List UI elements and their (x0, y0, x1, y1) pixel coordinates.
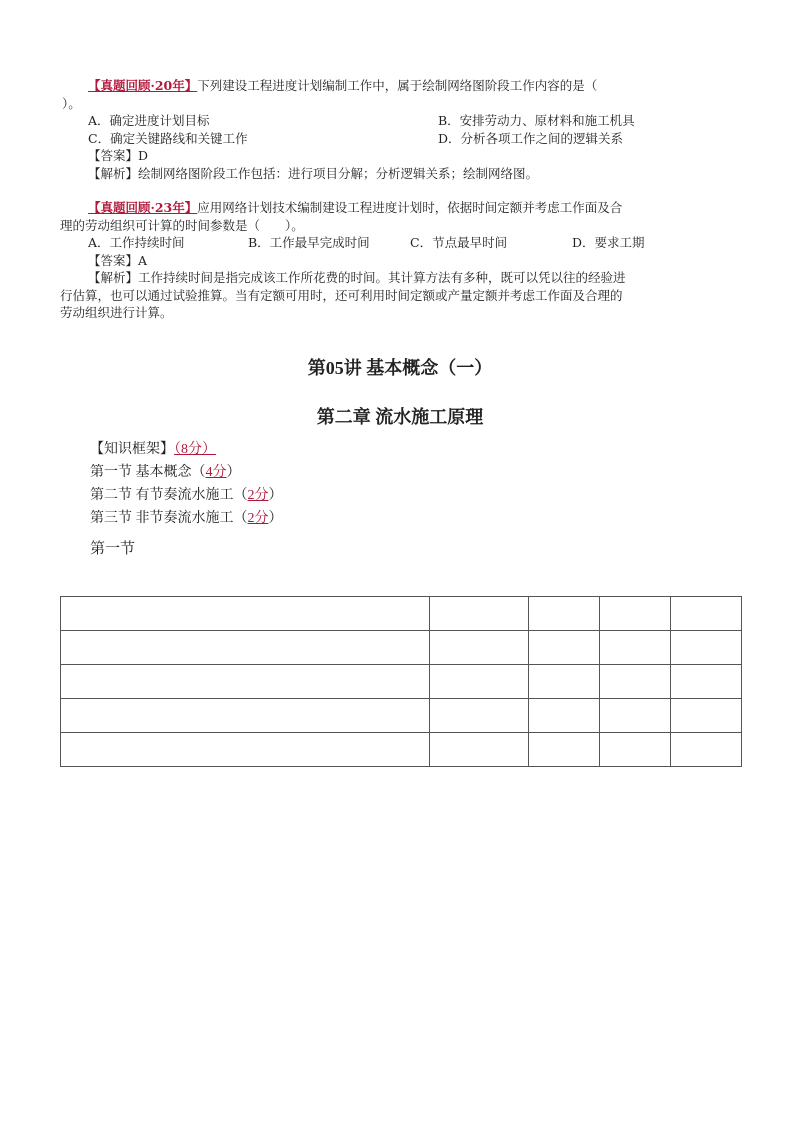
question-2-option-d: D．要求工期 (572, 235, 645, 250)
framework-item-score: 2分 (247, 488, 269, 503)
question-1-option-a: A．确定进度计划目标 (88, 113, 210, 128)
question-2-option-a: A．工作持续时间 (88, 235, 185, 250)
table-row (61, 665, 742, 699)
table-row (61, 631, 742, 665)
question-1-tag: 【真题回顾·20年】 (88, 78, 198, 93)
question-1-answer: 【答案】D (88, 148, 149, 163)
framework-label: 【知识框架】 (90, 442, 174, 457)
question-1-option-c: C．确定关键路线和关键工作 (88, 130, 248, 146)
question-2-stem: 应用网络计划技术编制建设工程进度计划时，依据时间定额并考虑工作面及合 (197, 200, 623, 215)
knowledge-framework (90, 438, 283, 530)
question-1-analysis: 【解析】绘制网络图阶段工作包括：进行项目分解；分析逻辑关系；绘制网络图。 (88, 165, 539, 181)
table-row (61, 699, 742, 733)
framework-item-score: 4分 (205, 465, 227, 480)
question-2-stem-cont: 理的劳动组织可计算的时间参数是（ ）。 (60, 217, 304, 233)
question-1 (60, 77, 740, 182)
chapter-title: 第二章 流水施工原理 (316, 407, 484, 427)
question-2-tag: 【真题回顾·23年】 (88, 200, 198, 215)
question-1-stem: 下列建设工程进度计划编制工作中，属于绘制网络图阶段工作内容的是（ (197, 78, 598, 93)
question-2-analysis-cont: 行估算，也可以通过试验推算。当有定额可用时，还可利用时间定额或产量定额并考虑工作面及合理的 (60, 287, 623, 303)
question-2-option-b: B．工作最早完成时间 (248, 235, 370, 250)
framework-item-score: 2分 (247, 511, 269, 526)
framework-item: 第二节 有节奏流水施工（2分） (90, 488, 283, 503)
question-1-option-d: D．分析各项工作之间的逻辑关系 (438, 130, 624, 146)
framework-score: （8分） (174, 442, 216, 457)
question-2-analysis: 【解析】工作持续时间是指完成该工作所花费的时间。其计算方法有多种，既可以凭以往的经验进 (88, 270, 626, 285)
question-2-analysis-end: 劳动组织进行计算。 (60, 305, 173, 320)
framework-item: 第三节 非节奏流水施工（2分） (90, 511, 283, 526)
table-row (61, 597, 742, 631)
section-heading: 第一节 (90, 541, 136, 557)
question-2 (60, 199, 740, 322)
question-1-stem-cont: ）。 (62, 95, 81, 111)
table-row (61, 733, 742, 767)
question-2-answer: 【答案】A (88, 252, 148, 268)
question-2-option-c: C．节点最早时间 (410, 235, 508, 250)
lecture-title: 第05讲 基本概念（一） (307, 358, 493, 378)
empty-table (60, 596, 742, 767)
question-1-option-b: B．安排劳动力、原材料和施工机具 (438, 113, 635, 128)
framework-item: 第一节 基本概念（4分） (90, 465, 241, 480)
